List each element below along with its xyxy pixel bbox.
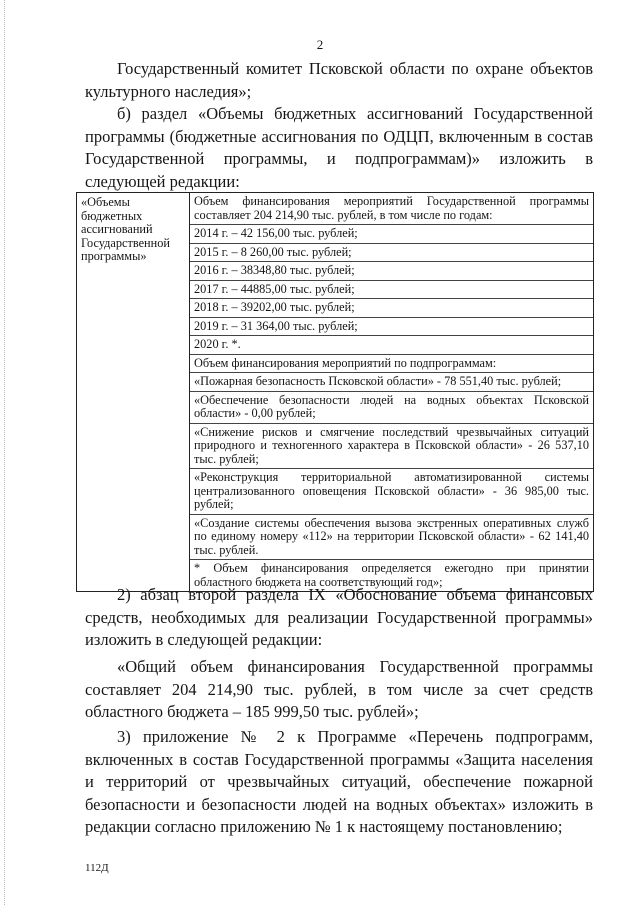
paragraph-appendix: 3) приложение № 2 к Программе «Перечень подпрограмм, включенных в состав Государственной программы «Защита населения и территорий от чрезвычайных ситуаций, обеспечение пожарной безопасности и безопасности людей на водных объектах» изложить в редакции согласно приложению № 1 к настоящему постановлению; <box>85 727 593 836</box>
table-left-cell: «Объемы бюджетных ассигнований Государственной программы» <box>77 193 190 592</box>
table-row-fire-safety: «Пожарная безопасность Псковской области» - 78 551,40 тыс. рублей; <box>190 373 593 392</box>
table-row-2020: 2020 г. *. <box>190 336 593 355</box>
table-row-112-system: «Создание системы обеспечения вызова экстренных оперативных служб по единому номеру «112» на территории Псковской области» - 62 141,40 тыс. рублей. <box>190 515 593 561</box>
budget-allocations-table <box>76 192 594 592</box>
paragraph-section-ix: 2) абзац второй раздела IX «Обоснование объема финансовых средств, необходимых для реализации Государственной программы» изложить в следующей редакции: <box>85 585 593 649</box>
paragraph-committee: Государственный комитет Псковской области по охране объектов культурного наследия»; <box>85 59 593 101</box>
table-row-2017: 2017 г. – 44885,00 тыс. рублей; <box>190 281 593 300</box>
document-code: 112Д <box>85 862 109 874</box>
table-row-2018: 2018 г. – 39202,00 тыс. рублей; <box>190 299 593 318</box>
table-row-water-safety: «Обеспечение безопасности людей на водных объектах Псковской области» - 0,00 рублей; <box>190 392 593 424</box>
table-row-2015: 2015 г. – 8 260,00 тыс. рублей; <box>190 244 593 263</box>
table-row-2016: 2016 г. – 38348,80 тыс. рублей; <box>190 262 593 281</box>
table-row-2014: 2014 г. – 42 156,00 тыс. рублей; <box>190 225 593 244</box>
table-row-emergency-risks: «Снижение рисков и смягчение последствий чрезвычайных ситуаций природного и техногенного характера в Псковской области» - 26 537,10 тыс. рублей; <box>190 424 593 470</box>
paragraph-section-b: б) раздел «Объемы бюджетных ассигнований Государственной программы (бюджетные ассигнования по ОДЦП, включенным в состав Государственной программы, и подпрограммам)» изложить в следующей редакции: <box>85 104 593 191</box>
table-right-cell <box>190 193 594 592</box>
table-row <box>77 193 594 592</box>
table-row-2019: 2019 г. – 31 364,00 тыс. рублей; <box>190 318 593 337</box>
paragraph-total-financing: «Общий объем финансирования Государственной программы составляет 204 214,90 тыс. рублей, в том числе за счет средств областного бюджета – 185 999,50 тыс. рублей»; <box>85 657 593 721</box>
table-row-total: Объем финансирования мероприятий Государственной программы составляет 204 214,90 тыс. рублей, в том числе по годам: <box>190 193 593 225</box>
scan-edge-line <box>4 0 5 905</box>
page-number: 2 <box>316 37 324 52</box>
table-row-footnote: * Объем финансирования определяется ежегодно при принятии областного бюджета на соответствующий год»; <box>194 561 589 589</box>
table-row-subprograms-heading: Объем финансирования мероприятий по подпрограммам: <box>190 355 593 374</box>
table-row-warning-system: «Реконструкция территориальной автоматизированной системы централизованного оповещения Псковской области» - 36 985,00 тыс. рублей; <box>190 469 593 515</box>
